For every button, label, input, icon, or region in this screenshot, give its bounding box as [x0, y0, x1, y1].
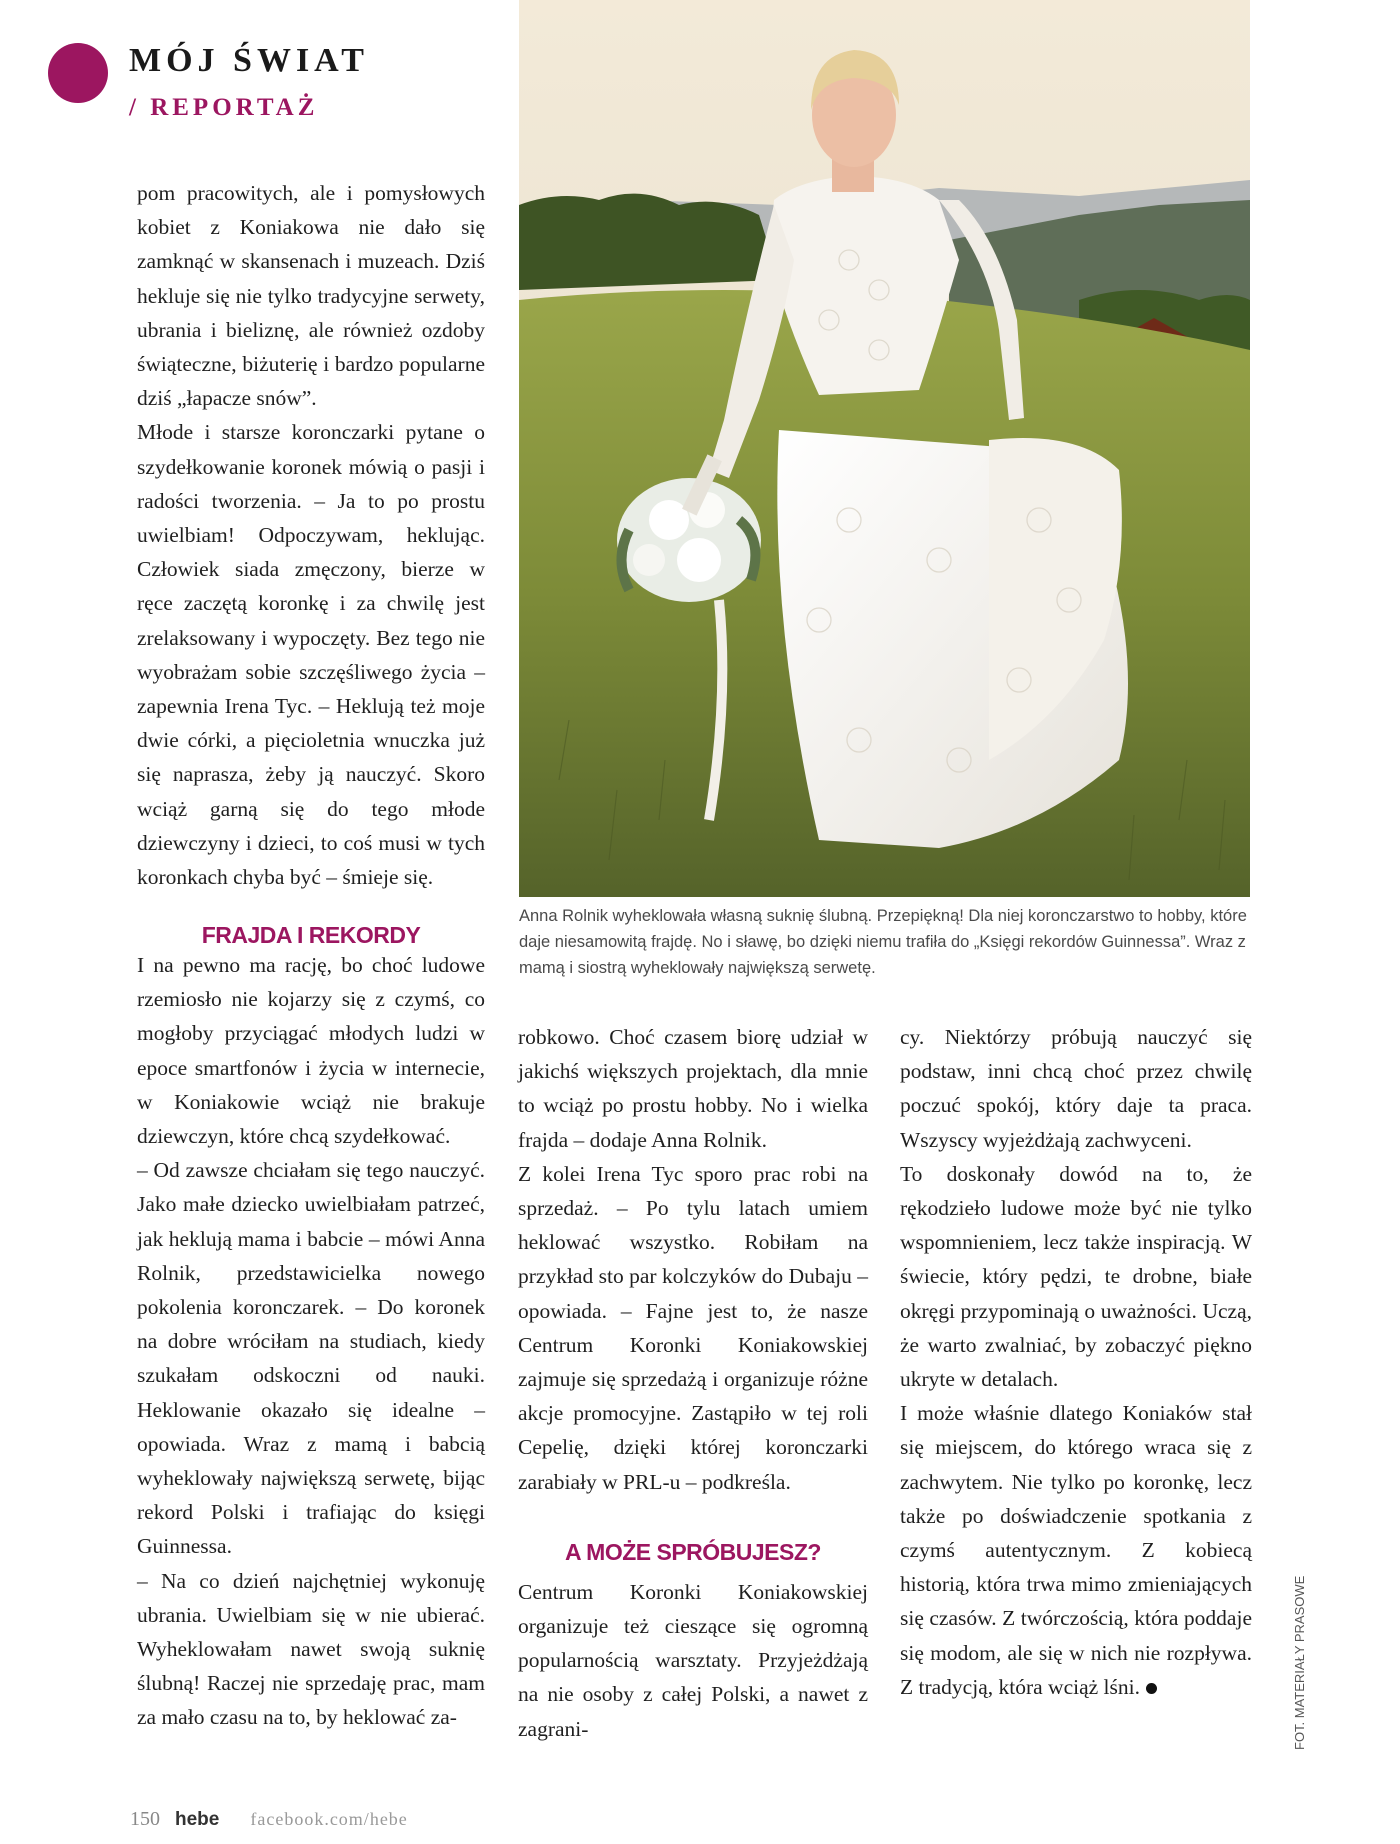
photo-caption: Anna Rolnik wyheklowała własną suknię ślubną. Przepiękną! Dla niej koronczarstwo to hobby, które daje niesamowitą frajdę. No i sławę, bo dzięki niemu trafiła do „Księgi rekordów Guinnessa”. Wraz z mamą i siostrą wyheklowały największą serwetę.	[519, 907, 1247, 977]
bride-photo	[519, 0, 1250, 897]
paragraph: Z kolei Irena Tyc sporo prac robi na sprzedaż. – Po tylu latach umiem heklować wszystko. Robiłam na przykład sto par kolczyków do Dubaju – opowiada. – Fajne jest to, że nasze Centrum Koronki Koniakowskiej zajmuje się sprzedażą i organizuje różne akcje promocyjne. Zastąpiło w tej roli Cepelię, dzięki której koronczarki zarabiały w PRL-u – podkreśla.	[518, 1161, 868, 1494]
section-title: MÓJ ŚWIAT	[129, 42, 369, 79]
column-1-bottom	[137, 948, 485, 1735]
paragraph: To doskonały dowód na to, że rękodzieło ludowe może być nie tylko wspomnieniem, lecz także inspiracją. W świecie, który pędzi, te drobne, białe okręgi przypominają o uważności. Uczą, że warto zwalniać, by zobaczyć piękno ukryte w detalach.	[900, 1161, 1252, 1392]
paragraph: Centrum Koronki Koniakowskiej organizuje też cieszące się ogromną popularnością warsztaty. Przyjeżdżają na nie osoby z całej Polski, a nawet z zagrani-	[518, 1579, 868, 1741]
photo-credit-wrap	[1292, 1540, 1312, 1750]
section-subtitle: / REPORTAŻ	[129, 94, 319, 121]
subhead-frajda: FRAJDA I REKORDY	[201, 922, 421, 948]
photo-credit: FOT. MATERIAŁY PRASOWE	[1292, 1575, 1307, 1750]
last-paragraph-text: I może właśnie dlatego Koniaków stał się miejscem, do którego wraca się z zachwytem. Nie tylko po koronkę, lecz także po doświadczenie spotkania z czymś autentycznym. Z kobiecą historią, która trwa mimo zmieniających się czasów. Z twórczością, która poddaje się modom, ale się w nich nie rozpływa. Z tradycją, która wciąż lśni.	[900, 1401, 1252, 1699]
paragraph: – Od zawsze chciałam się tego nauczyć. Jako małe dziecko uwielbiałam patrzeć, jak heklują mama i babcie – mówi Anna Rolnik, przedstawicielka nowego pokolenia koronczarek. – Do koronek na dobre wróciłam na studiach, kiedy szukałam odskoczni od nauki. Heklowanie okazało się idealne – opowiada. Wraz z mamą i babcią wyheklowały największą serwetę, bijąc rekord Polski i trafiając do księgi Guinnessa.	[137, 1158, 485, 1559]
subhead-sprobujesz: A MOŻE SPRÓBUJESZ?	[565, 1538, 821, 1565]
paragraph	[900, 1396, 1252, 1704]
facebook-link[interactable]: facebook.com/hebe	[250, 1809, 408, 1829]
bride-photo-illustration	[519, 0, 1250, 897]
page-number: 150	[130, 1808, 160, 1830]
end-mark-icon	[1146, 1683, 1157, 1694]
page-footer	[130, 1808, 408, 1831]
paragraph: – Na co dzień najchętniej wykonuję ubrania. Uwielbiam się w nie ubierać. Wyheklowałam nawet swoją suknię ślubną! Raczej nie sprzedaję prac, mam za mało czasu na to, by heklować za-	[137, 1568, 485, 1730]
section-dot-icon	[48, 43, 108, 103]
paragraph: pom pracowitych, ale i pomysłowych kobiet z Koniakowa nie dało się zamknąć w skansenach i muzeach. Dziś hekluje się nie tylko tradycyjne serwety, ubrania i bieliznę, ale również ozdoby świąteczne, biżuterię i bardzo popularne dziś „łapacze snów”.	[137, 181, 485, 411]
paragraph: robkowo. Choć czasem biorę udział w jakichś większych projektach, dla mnie to wciąż po prostu hobby. No i wielka frajda – dodaje Anna Rolnik.	[518, 1025, 868, 1152]
paragraph: I na pewno ma rację, bo choć ludowe rzemiosło nie kojarzy się z czymś, co mogłoby przyciągać młodych ludzi w epoce smartfonów i życia w internecie, w Koniakowie wciąż nie brakuje dziewczyn, które chcą szydełkować.	[137, 953, 485, 1149]
paragraph: Młode i starsze koronczarki pytane o szydełkowanie koronek mówią o pasji i radości tworzenia. – Ja to po prostu uwielbiam! Odpoczywam, heklując. Człowiek siada zmęczony, bierze w ręce zaczętą koronkę i za chwilę jest zrelaksowany i wypoczęty. Bez tego nie wyobrażam sobie szczęśliwego życia – zapewnia Irena Tyc. – Heklują też moje dwie córki, a pięcioletnia wnuczka już się naprasza, żeby ją nauczyć. Skoro wciąż garną się do tego młode dziewczyny i dzieci, to coś musi w tych koronkach chyba być – śmieje się.	[137, 420, 485, 890]
brand-logo: hebe	[175, 1809, 220, 1830]
column-3	[900, 1020, 1252, 1704]
paragraph: cy. Niektórzy próbują nauczyć się podstaw, inni chcą choć przez chwilę poczuć spokój, który daje ta praca. Wszyscy wyjeżdżają zachwyceni.	[900, 1025, 1252, 1152]
column-2	[518, 1020, 868, 1746]
column-1-top	[137, 176, 485, 894]
